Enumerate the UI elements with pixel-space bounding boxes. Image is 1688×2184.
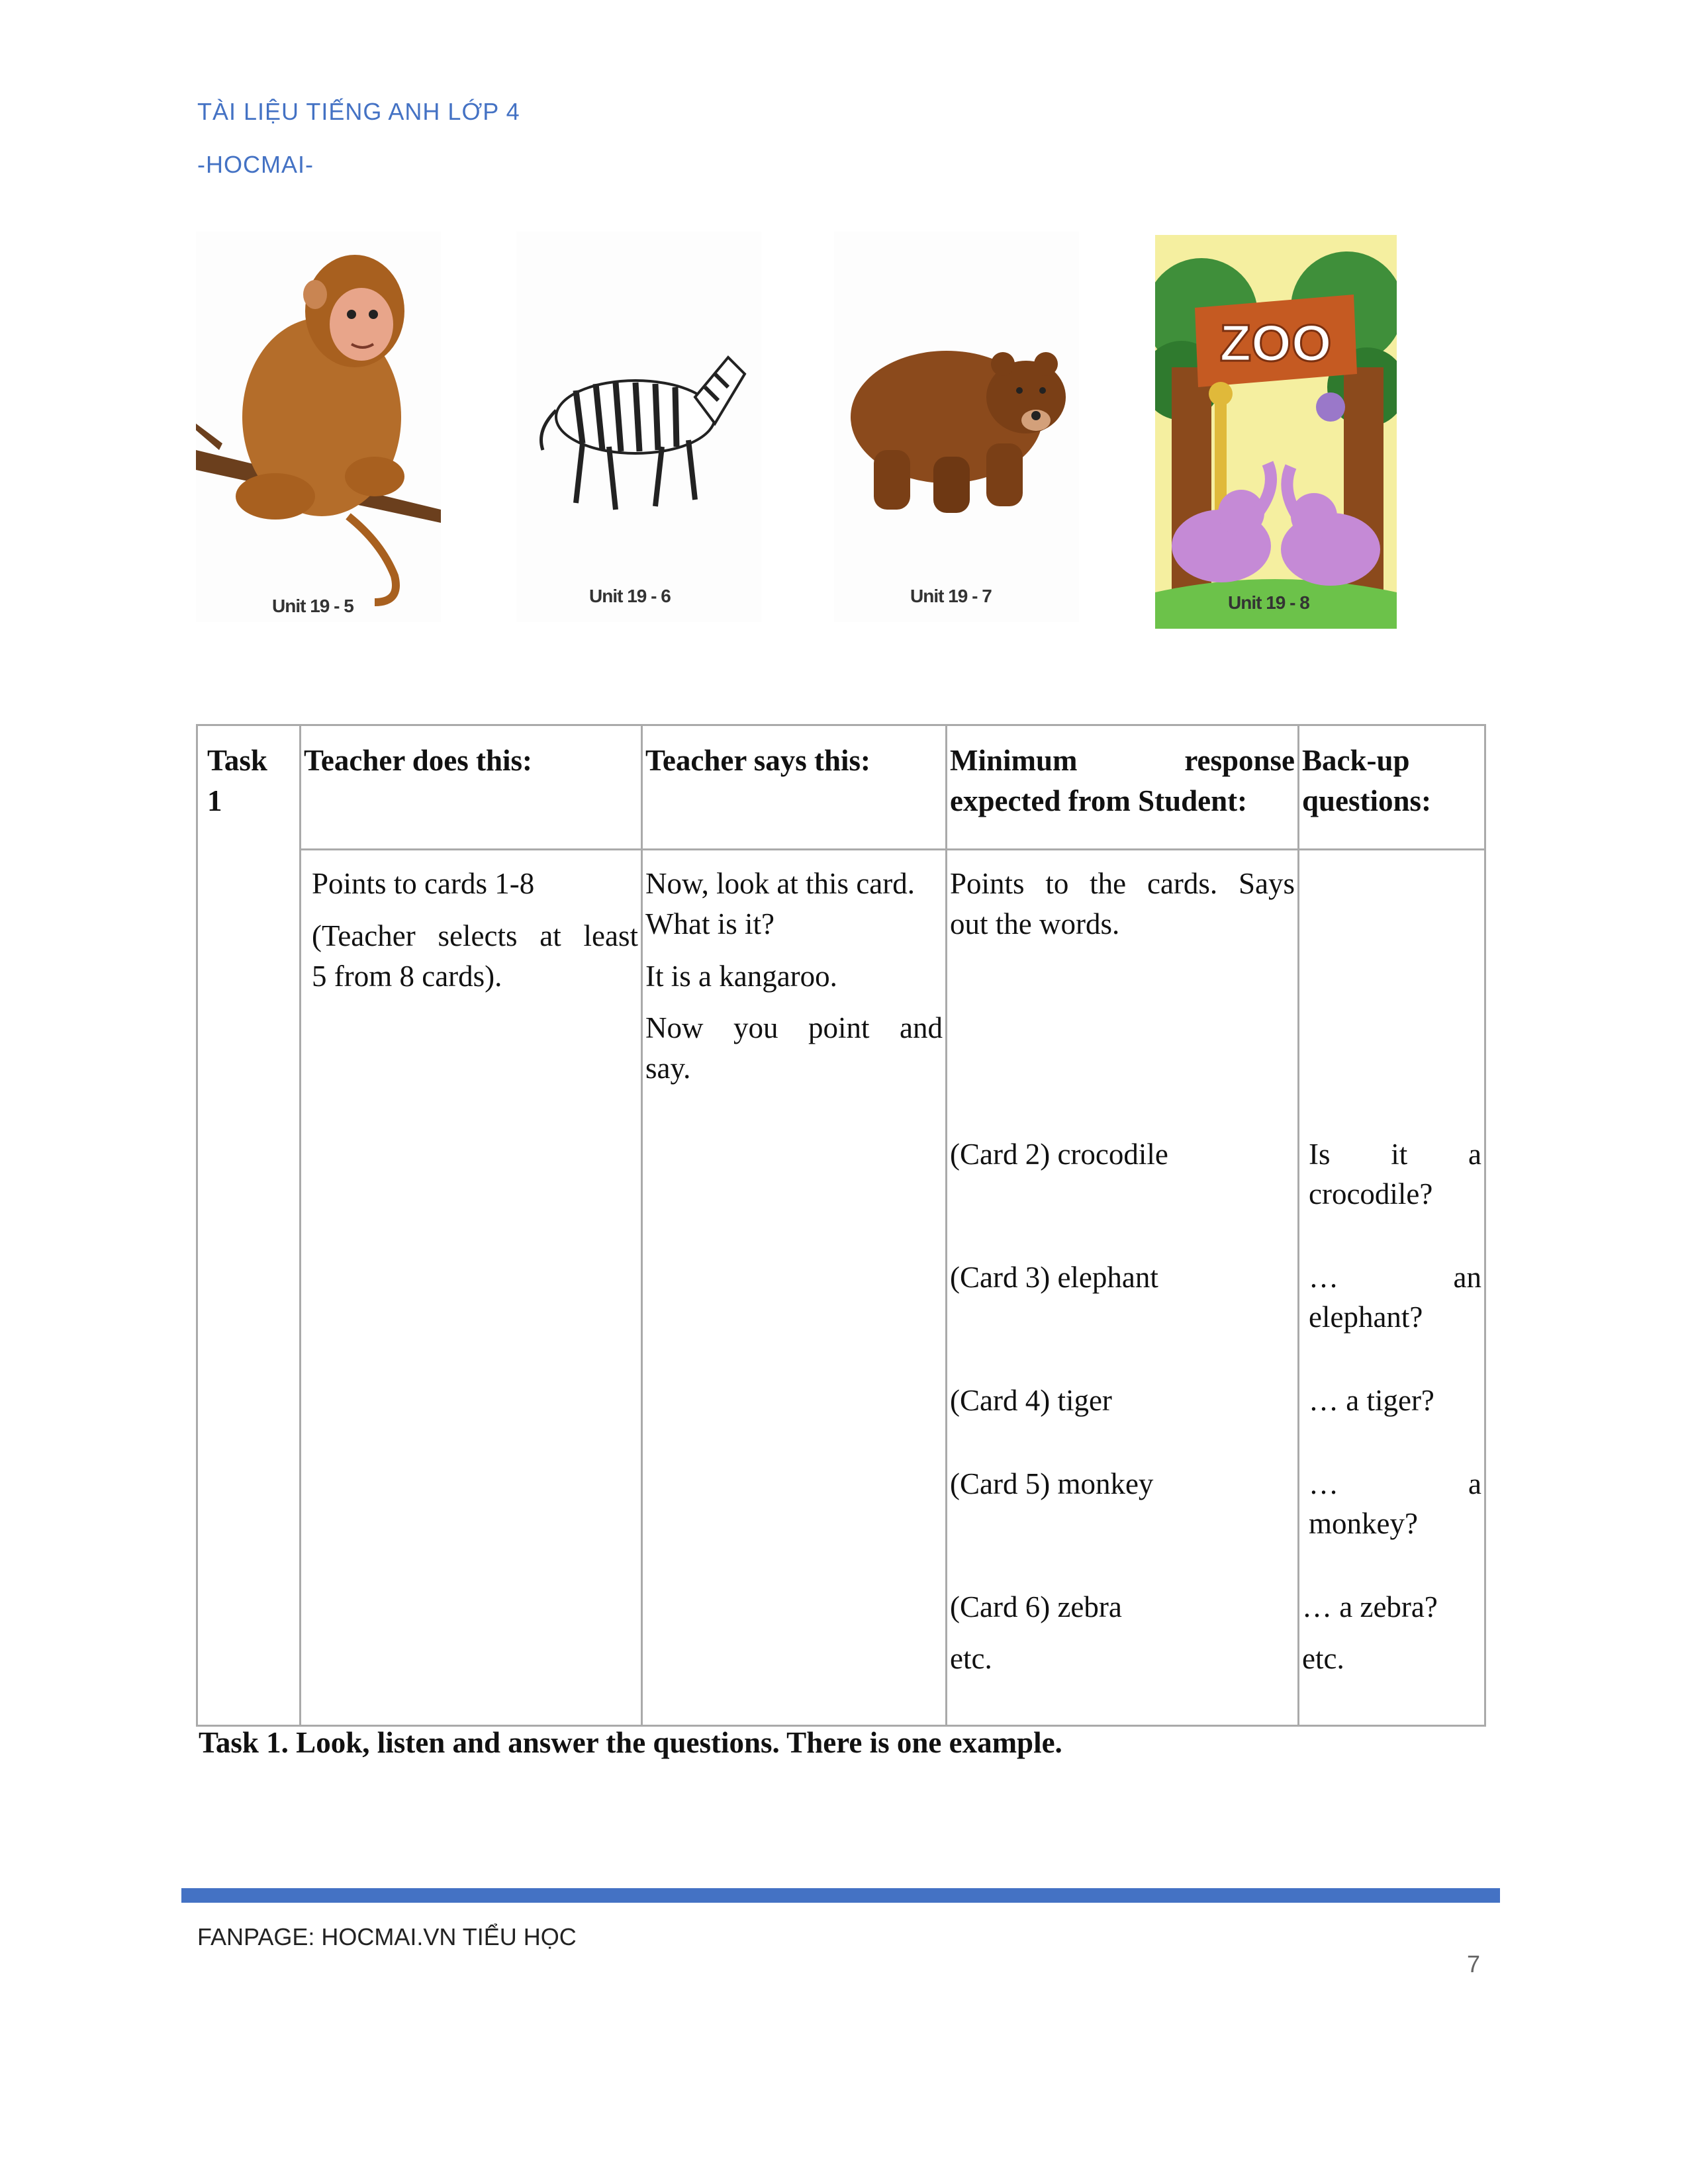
task-number-cell — [197, 725, 301, 1726]
first-question-cell — [1299, 850, 1485, 1128]
task-label: Task — [207, 744, 267, 777]
card-label: Unit 19 - 8 — [1228, 592, 1309, 613]
table-header-row — [197, 725, 1485, 850]
backup-question-cell: … a monkey? — [1299, 1457, 1485, 1580]
page-number: 7 — [1467, 1950, 1481, 1978]
backup-question-cell: … a zebra? etc. — [1299, 1580, 1485, 1726]
response-cell: (Card 6) zebra etc. — [947, 1580, 1299, 1726]
backup-question-cell: … an elephant? — [1299, 1251, 1485, 1374]
zoo-sign-text: ZOO — [1219, 314, 1332, 372]
header-backup-questions: Back-up questions: — [1299, 725, 1485, 850]
backup-question-cell: Is it a crocodile? — [1299, 1128, 1485, 1251]
header-teacher-does: Teacher does this: — [301, 725, 642, 850]
header-min-response: Minimum response expected from Student: — [947, 725, 1299, 850]
card-label: Unit 19 - 5 — [272, 596, 353, 616]
card-zebra — [516, 232, 761, 622]
teacher-says-cell: Now, look at this card. What is it? It is a kangaroo. Now you point and say. — [642, 850, 947, 1726]
task-caption: Task 1. Look, listen and answer the questions. There is one example. — [199, 1726, 1062, 1759]
table-row — [197, 850, 1485, 1128]
backup-question-cell: … a tiger? — [1299, 1374, 1485, 1457]
first-response-cell: Points to the cards. Says out the words. — [947, 850, 1299, 1128]
footer-fanpage: FANPAGE: HOCMAI.VN TIỂU HỌC — [197, 1923, 577, 1950]
footer-divider — [181, 1888, 1500, 1903]
zoo-illustration — [1155, 235, 1397, 629]
bear-illustration — [834, 232, 1079, 622]
task-table — [196, 724, 1486, 1727]
document-title: TÀI LIỆU TIẾNG ANH LỚP 4 — [197, 98, 520, 125]
response-cell: (Card 2) crocodile — [947, 1128, 1299, 1251]
teacher-does-cell: Points to cards 1-8 (Teacher selects at least 5 from 8 cards). — [301, 850, 642, 1726]
card-zoo — [1155, 235, 1397, 629]
task-number: 1 — [207, 784, 222, 817]
card-label: Unit 19 - 6 — [589, 586, 671, 606]
document-subtitle: -HOCMAI- — [197, 151, 314, 178]
zebra-illustration — [516, 232, 761, 622]
card-monkey — [196, 232, 441, 622]
monkey-illustration — [196, 232, 441, 622]
response-cell: (Card 3) elephant — [947, 1251, 1299, 1374]
response-cell: (Card 5) monkey — [947, 1457, 1299, 1580]
card-bear — [834, 232, 1079, 622]
card-label: Unit 19 - 7 — [910, 586, 992, 606]
response-cell: (Card 4) tiger — [947, 1374, 1299, 1457]
header-teacher-says: Teacher says this: — [642, 725, 947, 850]
